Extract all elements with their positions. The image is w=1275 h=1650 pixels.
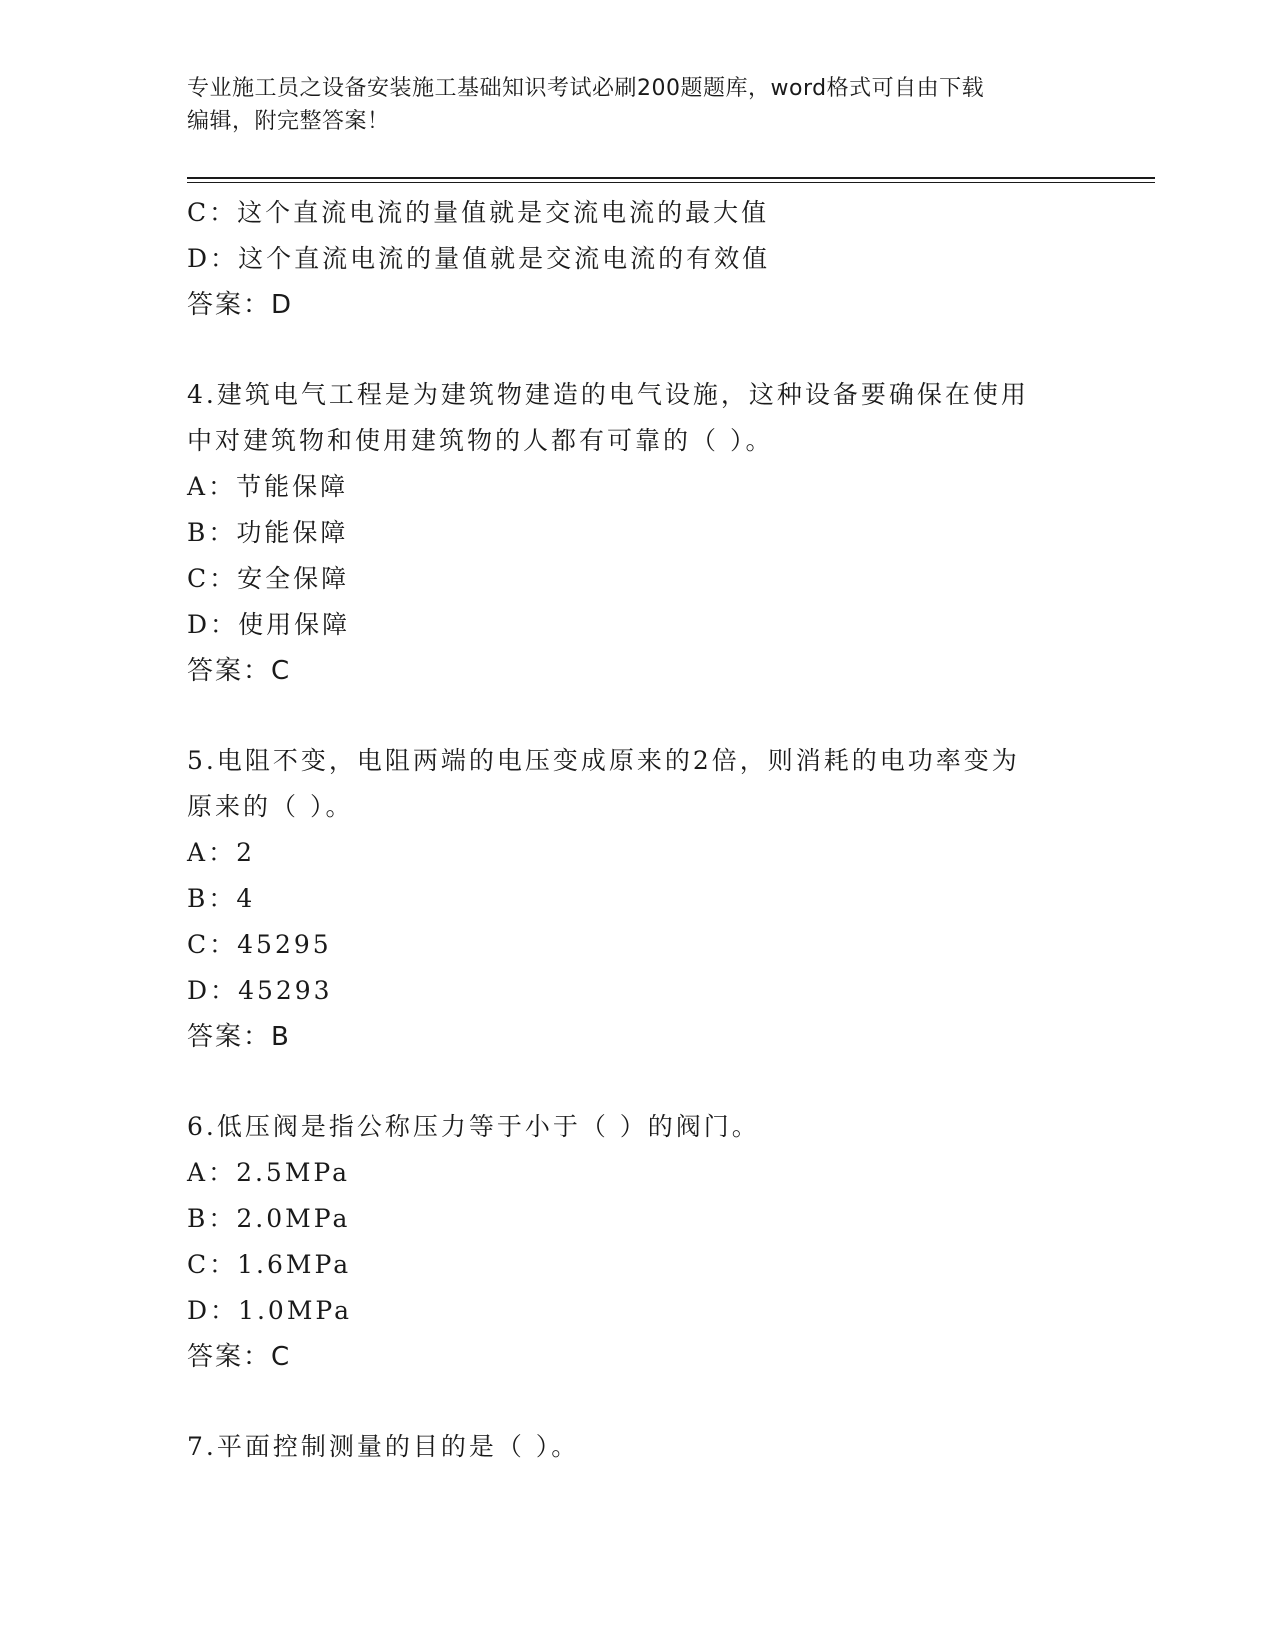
option-c [187, 922, 1087, 968]
question-stem-line-1: 7.平面控制测量的目的是（ ）。 [187, 1432, 580, 1461]
spacer [187, 694, 1087, 738]
option-text: 这个直流电流的量值就是交流电流的最大值 [237, 198, 770, 227]
question-6 [187, 1104, 1087, 1380]
question-stem [187, 1424, 1067, 1470]
option-text: 2.5MPa [236, 1158, 351, 1187]
option-key: A [187, 472, 209, 501]
option-a [187, 464, 1087, 510]
option-text: 功能保障 [236, 518, 349, 547]
document-header [187, 72, 1077, 138]
option-key: B [187, 518, 209, 547]
answer-line: 答案：D [187, 290, 294, 320]
question-stem-line-1: 4.建筑电气工程是为建筑物建造的电气设施，这种设备要确保在使用 [187, 380, 1029, 409]
question-stem-line-2: 原来的（ ）。 [187, 792, 354, 821]
answer-line: 答案：B [187, 1022, 291, 1052]
option-separator: ： [209, 930, 238, 959]
option-text: 45293 [238, 976, 333, 1005]
option-key: C [187, 1250, 210, 1279]
option-separator: ： [210, 976, 239, 1005]
option-separator: ： [208, 884, 237, 913]
option-separator: ： [210, 1296, 239, 1325]
spacer [187, 1060, 1087, 1104]
question-4 [187, 372, 1087, 694]
option-key: C [187, 198, 210, 227]
option-key: D [187, 976, 211, 1005]
question-stem-line-2: 中对建筑物和使用建筑物的人都有可靠的（ ）。 [187, 426, 774, 455]
option-text: 45295 [237, 930, 332, 959]
option-d [187, 968, 1087, 1014]
option-b [187, 1196, 1087, 1242]
option-separator: ： [208, 1158, 237, 1187]
option-text: 节能保障 [236, 472, 349, 501]
option-text: 2 [236, 838, 255, 867]
question-7 [187, 1424, 1087, 1470]
option-separator: ： [208, 472, 237, 501]
option-key: C [187, 930, 210, 959]
question-stem [187, 738, 1067, 830]
option-key: C [187, 564, 210, 593]
option-a [187, 1150, 1087, 1196]
option-b [187, 876, 1087, 922]
question-stem-line-1: 6.低压阀是指公称压力等于小于（ ）的阀门。 [187, 1112, 760, 1141]
option-key: A [187, 1158, 209, 1187]
option-key: B [187, 884, 209, 913]
option-c [187, 1242, 1087, 1288]
option-text: 1.6MPa [237, 1250, 352, 1279]
option-text: 安全保障 [237, 564, 350, 593]
header-title-line-1: 专业施工员之设备安装施工基础知识考试必刷200题题库，word格式可自由下载 [187, 76, 985, 101]
question-stem [187, 1104, 1067, 1150]
option-text: 使用保障 [238, 610, 351, 639]
option-separator: ： [209, 198, 238, 227]
header-title-line-2: 编辑，附完整答案！ [187, 109, 390, 134]
option-key: D [187, 244, 211, 273]
option-key: D [187, 610, 211, 639]
question-5 [187, 738, 1087, 1060]
option-separator: ： [209, 564, 238, 593]
question-list [187, 190, 1087, 1470]
option-separator: ： [208, 838, 237, 867]
option-c [187, 556, 1087, 602]
option-a [187, 830, 1087, 876]
option-text: 2.0MPa [236, 1204, 351, 1233]
spacer [187, 328, 1087, 372]
option-separator: ： [208, 518, 237, 547]
option-text: 这个直流电流的量值就是交流电流的有效值 [238, 244, 771, 273]
option-separator: ： [208, 1204, 237, 1233]
header-rule-thin [187, 182, 1155, 183]
option-text: 4 [236, 884, 256, 913]
option-key: A [187, 838, 209, 867]
option-text: 1.0MPa [238, 1296, 353, 1325]
question-stem-line-1: 5.电阻不变，电阻两端的电压变成原来的2倍，则消耗的电功率变为 [187, 746, 1020, 775]
question-stem [187, 372, 1067, 464]
option-b [187, 510, 1087, 556]
answer-line: 答案：C [187, 1342, 292, 1372]
option-key: D [187, 1296, 211, 1325]
option-separator: ： [210, 244, 239, 273]
option-d [187, 602, 1087, 648]
option-d [187, 1288, 1087, 1334]
option-d [187, 236, 1087, 282]
spacer [187, 1380, 1087, 1424]
option-separator: ： [209, 1250, 238, 1279]
option-c [187, 190, 1087, 236]
option-separator: ： [210, 610, 239, 639]
question-3-tail [187, 190, 1087, 328]
answer-line: 答案：C [187, 656, 292, 686]
header-rule-thick [187, 177, 1155, 179]
option-key: B [187, 1204, 209, 1233]
